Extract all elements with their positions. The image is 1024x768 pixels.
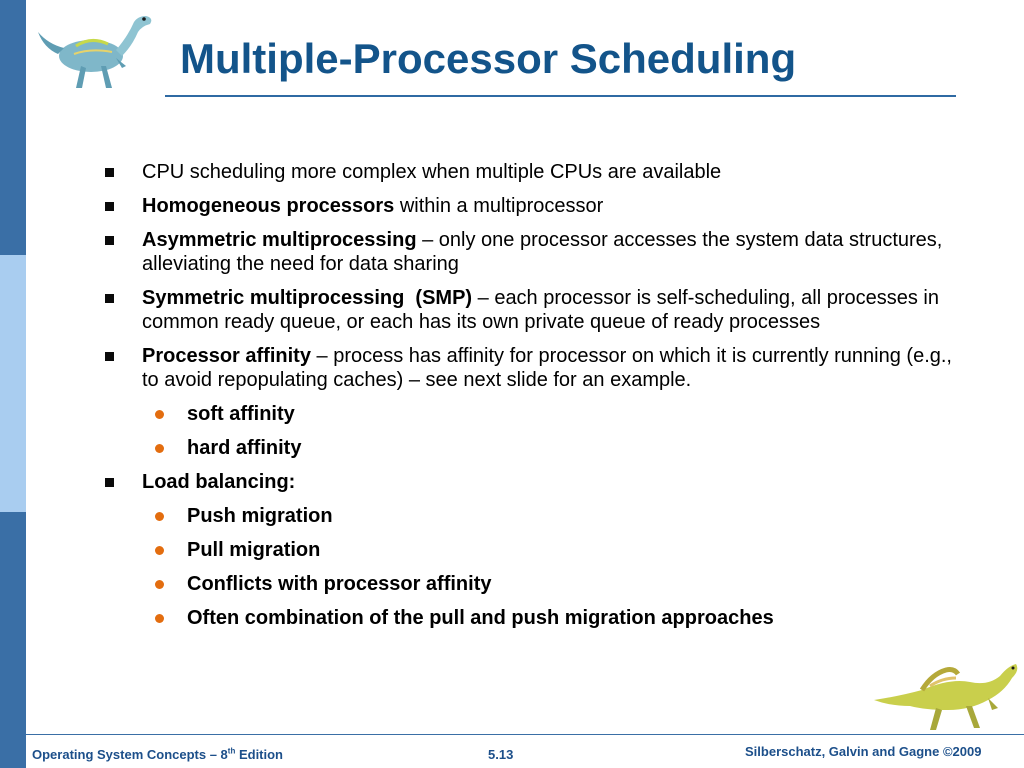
page-number: 5.13 [488,747,514,762]
bullet-item [105,194,965,218]
bullet-item [105,160,965,184]
slide-title: Multiple-Processor Scheduling [180,35,797,82]
square-bullet-icon [105,236,114,245]
round-bullet-icon [155,546,164,555]
side-bar-highlight [0,255,26,512]
bullet-text: within a multiprocessor [394,195,604,217]
footer-rule [26,734,1024,735]
square-bullet-icon [105,478,114,487]
bullet-item [105,228,965,276]
sub-bullet-text: Conflicts with processor affinity [187,573,492,595]
square-bullet-icon [105,352,114,361]
round-bullet-icon [155,444,164,453]
footer-book-title [32,747,283,762]
square-bullet-icon [105,202,114,211]
bullet-text: – process has affinity for processor on which it is currently running (e.g., to avoid repopulating caches) – see next slide for an example. [142,345,952,391]
bullet-item [105,286,965,334]
round-bullet-icon [155,512,164,521]
footer-book-suffix: Edition [235,747,284,762]
sub-bullet-item [105,606,965,630]
round-bullet-icon [155,410,164,419]
bullet-item [105,470,965,494]
sub-bullet-item [105,572,965,596]
footer-copyright: Silberschatz, Galvin and Gagne ©2009 [745,744,982,759]
dinosaur-icon [870,656,1020,734]
dinosaur-icon [36,6,156,94]
left-side-bar [0,0,26,768]
round-bullet-icon [155,580,164,589]
sub-bullet-item [105,504,965,528]
bullet-term: Processor affinity [142,345,311,367]
bullet-text: CPU scheduling more complex when multiple CPUs are available [142,161,722,183]
footer-book-sup: th [227,746,236,756]
bullet-item [105,344,965,392]
sub-bullet-text: soft affinity [187,403,295,425]
sub-bullet-item [105,436,965,460]
sub-bullet-text: hard affinity [187,437,302,459]
sub-bullet-text: Often combination of the pull and push migration approaches [187,607,774,629]
bullet-term: Homogeneous processors [142,195,395,217]
bullet-list [105,160,965,640]
footer-book-prefix: Operating System Concepts – 8 [32,747,228,762]
sub-bullet-text: Push migration [187,505,333,527]
square-bullet-icon [105,294,114,303]
bullet-term: Symmetric multiprocessing (SMP) [142,287,473,309]
bullet-text: – only one processor accesses the system data structures, alleviating the need for data sharing [142,229,943,275]
sub-bullet-item [105,538,965,562]
sub-bullet-item [105,402,965,426]
round-bullet-icon [155,614,164,623]
sub-bullet-text: Pull migration [187,539,321,561]
bullet-text: – each processor is self-scheduling, all processes in common ready queue, or each has its own private queue of ready processes [142,287,939,333]
title-underline [165,95,956,97]
bullet-term: Load balancing: [142,471,296,493]
square-bullet-icon [105,168,114,177]
bullet-term: Asymmetric multiprocessing [142,229,417,251]
